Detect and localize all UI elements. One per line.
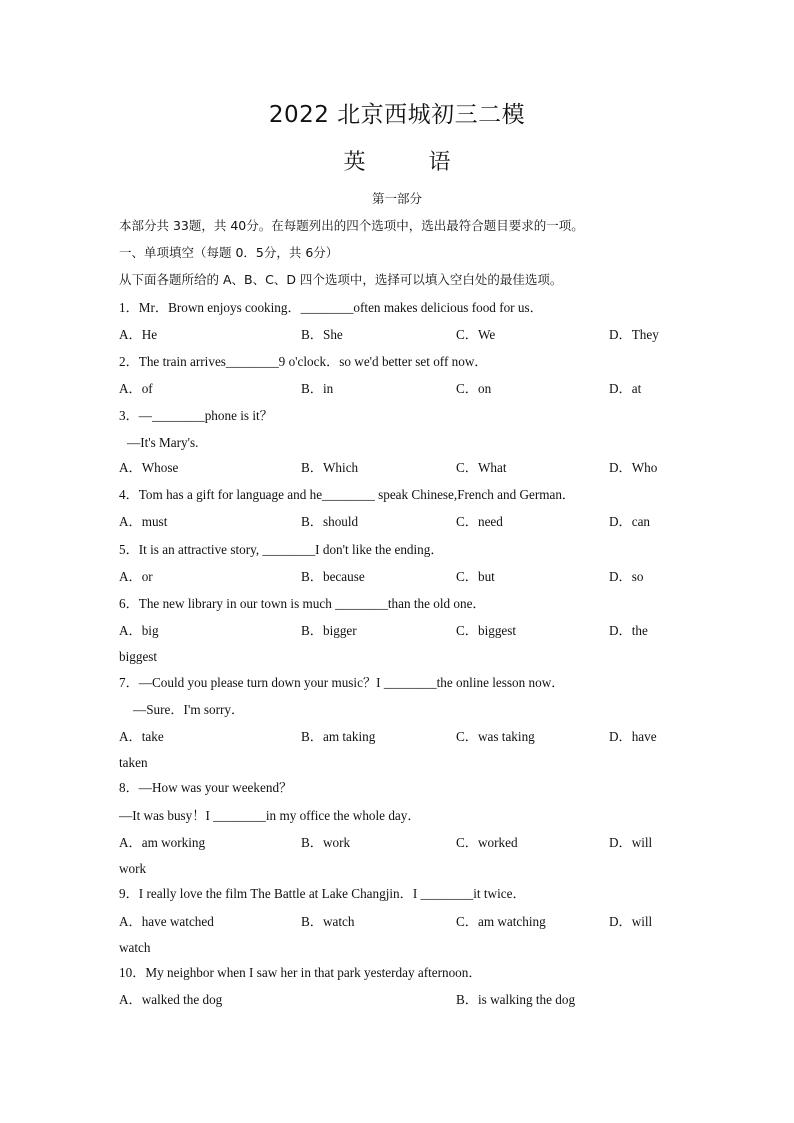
option-a: A．Whose [119,460,179,475]
option-a: A．or [119,569,153,584]
option-d: D．have [609,729,657,744]
option-b: B．watch [301,914,355,929]
option-c: C．but [456,569,495,584]
subject-heading [0,145,794,176]
option-a: A．He [119,327,158,342]
question-response: —It's Mary's. [127,435,199,450]
subject-char-right: 语 [428,150,451,175]
part-intro: 本部分共 33题，共 40分。在每题列出的四个选项中，选出最符合题目要求的一项。 [119,218,584,233]
option-b: B．She [301,327,343,342]
option-d: D．so [609,569,644,584]
section-instruction: 从下面各题所给的 A、B、C、D 四个选项中，选择可以填入空白处的最佳选项。 [119,272,563,287]
question-stem: 10．My neighbor when I saw her in that park yesterday afternoon． [119,965,482,980]
question-stem: 7．—Could you please turn down your music？I ________the online lesson now． [119,675,565,690]
option-b: B．bigger [301,623,357,638]
option-d: D．They [609,327,659,342]
subject-char-left: 英 [343,150,366,175]
question-response: —It was busy！I ________in my office the whole day． [119,808,421,823]
option-a: A．have watched [119,914,214,929]
option-d-continued: taken [119,755,148,770]
option-b: B．in [301,381,334,396]
option-d: D．Who [609,460,658,475]
option-b: B．is walking the dog [456,992,576,1007]
option-b: B．work [301,835,351,850]
option-a: A．of [119,381,153,396]
option-a: A．big [119,623,159,638]
option-c: C．am watching [456,914,546,929]
question-stem: 3．—________phone is it？ [119,408,273,423]
option-d: D．will [609,914,653,929]
option-c: C．We [456,327,496,342]
option-a: A．must [119,514,168,529]
option-d-continued: watch [119,940,151,955]
option-d: D．the [609,623,648,638]
option-d-continued: work [119,861,147,876]
option-c: C．What [456,460,507,475]
option-c: C．biggest [456,623,517,638]
option-d: D．can [609,514,651,529]
option-c: C．need [456,514,503,529]
option-d: D．at [609,381,642,396]
question-stem: 1．Mr．Brown enjoys cooking．________often makes delicious food for us． [119,300,543,315]
option-b: B．should [301,514,359,529]
option-a: A．am working [119,835,206,850]
part-heading: 第一部分 [371,191,422,206]
option-d-continued: biggest [119,649,158,664]
section-heading: 一、单项填空（每题 0．5分，共 6分） [119,245,339,260]
option-a: A．take [119,729,164,744]
exam-title: 2022 北京西城初三二模 [268,102,526,128]
option-a: A．walked the dog [119,992,223,1007]
question-stem: 5．It is an attractive story, ________I don't like the ending． [119,542,444,557]
option-d: D．will [609,835,653,850]
option-c: C．was taking [456,729,535,744]
option-c: C．worked [456,835,518,850]
option-b: B．am taking [301,729,376,744]
option-c: C．on [456,381,492,396]
option-b: B．because [301,569,365,584]
question-stem: 2．The train arrives________9 o'clock．so we'd better set off now． [119,354,488,369]
question-stem: 9．I really love the film The Battle at Lake Changjin．I ________it twice． [119,886,526,901]
question-stem: 4．Tom has a gift for language and he________ speak Chinese,French and German． [119,487,576,502]
option-b: B．Which [301,460,359,475]
question-response: —Sure．I'm sorry． [133,702,245,717]
question-stem: 6．The new library in our town is much ________than the old one． [119,596,486,611]
question-stem: 8．—How was your weekend？ [119,780,293,795]
